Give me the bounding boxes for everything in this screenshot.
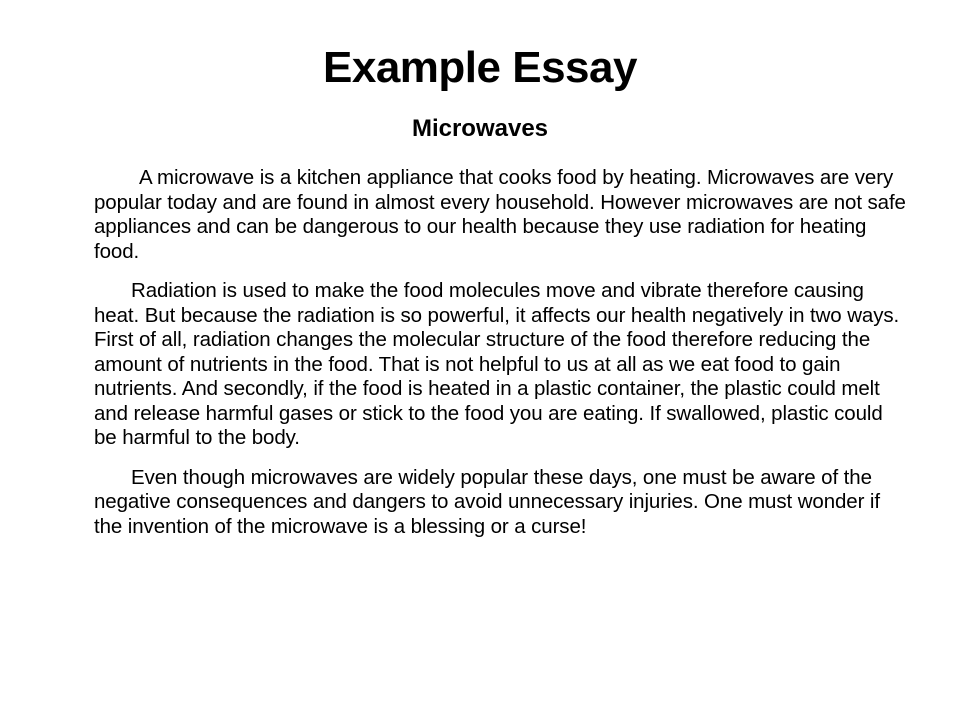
paragraph-intro: A microwave is a kitchen appliance that cooks food by heating. Microwaves are very popular today and are found in almost every household. However microwaves are not safe appliances and can be dangerous to our health because they use radiation for heating food. <box>94 166 906 263</box>
paragraph-body: Radiation is used to make the food molecules move and vibrate therefore causing heat. But because the radiation is so powerful, it affects our health negatively in two ways. First of all, radiation changes the molecular structure of the food therefore reducing the amount of nutrients in the food. That is not helpful to us at all as we eat food to gain nutrients. And secondly, if the food is heated in a plastic container, the plastic could melt and release harmful gases or stick to the food you are eating. If swallowed, plastic could be harmful to the body. <box>94 279 900 449</box>
essay-body <box>94 166 906 554</box>
page-title: Example Essay <box>323 43 637 92</box>
essay-subtitle: Microwaves <box>411 115 549 142</box>
paragraph-conclusion: Even though microwaves are widely popular these days, one must be aware of the negative consequences and dangers to avoid unnecessary injuries. One must wonder if the invention of the microwave is a blessing or a curse! <box>94 465 880 538</box>
